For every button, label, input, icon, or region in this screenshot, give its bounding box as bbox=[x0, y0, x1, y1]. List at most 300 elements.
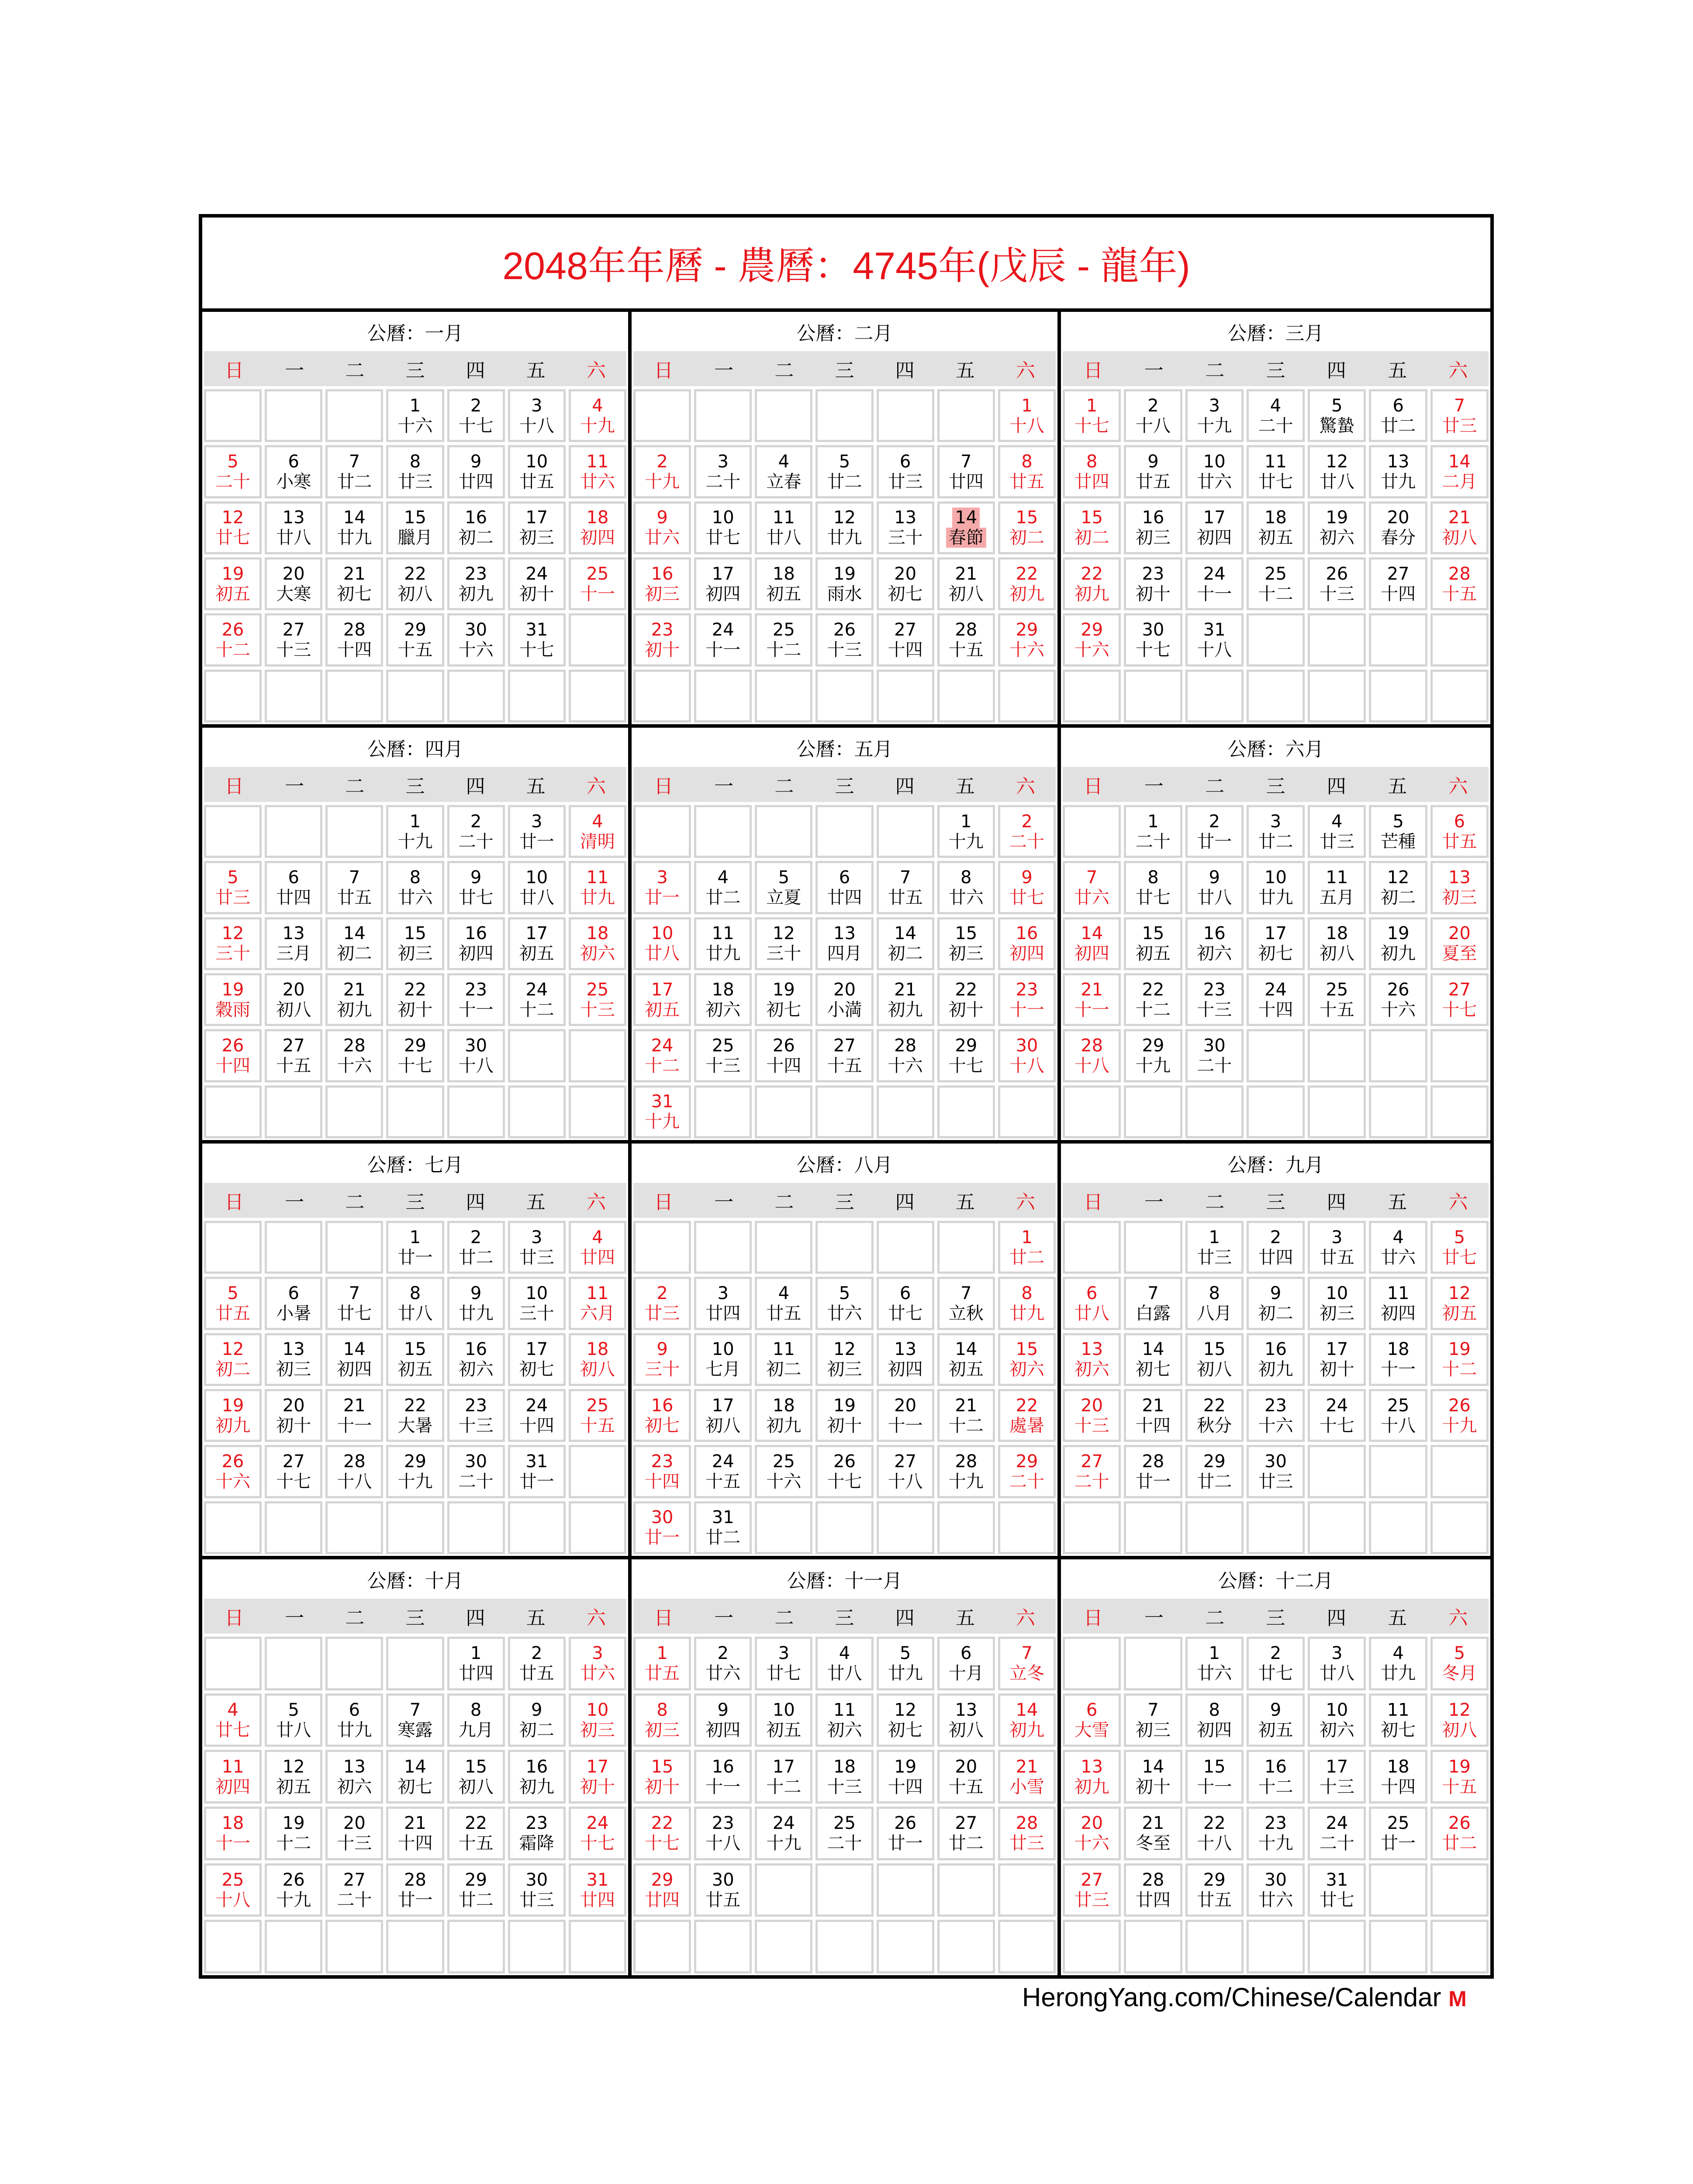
lunar-date: 初五 bbox=[1135, 943, 1171, 964]
empty-cell bbox=[1063, 670, 1121, 722]
weekday-label: 二 bbox=[1205, 359, 1225, 382]
lunar-date: 廿四 bbox=[705, 1303, 741, 1324]
month-block bbox=[202, 1559, 632, 1975]
day-cell bbox=[569, 973, 626, 1026]
day-number: 7 bbox=[1147, 1283, 1159, 1303]
empty-cell bbox=[1369, 1445, 1427, 1498]
day-number: 10 bbox=[1265, 867, 1287, 888]
empty-cell bbox=[447, 1501, 505, 1554]
day-cell bbox=[1185, 917, 1244, 970]
month-title: 公曆：六月 bbox=[1227, 738, 1324, 760]
month-title: 公曆：二月 bbox=[796, 322, 893, 345]
weekday-label: 二 bbox=[774, 1191, 794, 1213]
day-cell bbox=[633, 1445, 691, 1498]
day-cell bbox=[265, 445, 322, 498]
day-cell bbox=[508, 1389, 566, 1442]
empty-cell bbox=[877, 389, 934, 442]
day-cell bbox=[694, 1807, 752, 1860]
empty-cell bbox=[1063, 1085, 1121, 1138]
day-cell bbox=[1185, 501, 1244, 554]
day-cell bbox=[633, 1029, 691, 1082]
day-cell bbox=[998, 973, 1056, 1026]
day-cell bbox=[1430, 1333, 1489, 1386]
day-number: 4 bbox=[1270, 395, 1282, 416]
weekday-label: 四 bbox=[466, 775, 485, 798]
day-cell bbox=[325, 557, 383, 610]
day-number: 19 bbox=[221, 979, 244, 1000]
lunar-date: 十六 bbox=[337, 1055, 372, 1076]
day-number: 28 bbox=[343, 1035, 366, 1056]
footer-url[interactable] bbox=[1022, 1982, 1467, 2012]
days-grid bbox=[204, 802, 626, 1140]
lunar-date: 十八 bbox=[1381, 1415, 1416, 1436]
day-number: 28 bbox=[1448, 563, 1471, 584]
lunar-date: 廿四 bbox=[580, 1247, 615, 1268]
day-cell bbox=[1369, 501, 1427, 554]
day-number: 31 bbox=[525, 1451, 548, 1472]
day-cell bbox=[1185, 1445, 1244, 1498]
day-number: 22 bbox=[1016, 563, 1038, 584]
lunar-date: 初五 bbox=[215, 584, 251, 604]
day-number: 7 bbox=[1147, 1700, 1159, 1720]
day-number: 7 bbox=[349, 451, 360, 472]
day-cell bbox=[1063, 557, 1121, 610]
empty-cell bbox=[694, 670, 752, 722]
day-cell bbox=[1063, 501, 1121, 554]
lunar-date: 三月 bbox=[276, 943, 311, 964]
day-number: 17 bbox=[1265, 923, 1287, 944]
empty-cell bbox=[998, 1863, 1056, 1917]
day-number: 15 bbox=[1203, 1756, 1226, 1777]
day-cell bbox=[386, 1750, 444, 1804]
day-number: 21 bbox=[955, 563, 978, 584]
day-cell bbox=[1369, 1389, 1427, 1442]
empty-cell bbox=[633, 389, 691, 442]
day-number: 5 bbox=[227, 451, 238, 472]
empty-cell bbox=[694, 389, 752, 442]
day-cell bbox=[1124, 861, 1182, 914]
days-grid bbox=[633, 1634, 1056, 1975]
day-number: 20 bbox=[282, 563, 305, 584]
month-block bbox=[1061, 1144, 1490, 1559]
day-cell bbox=[633, 1750, 691, 1804]
day-cell bbox=[447, 1445, 505, 1498]
day-number: 10 bbox=[651, 923, 674, 944]
lunar-date: 初四 bbox=[1009, 943, 1044, 964]
day-cell bbox=[204, 1029, 262, 1082]
day-cell bbox=[998, 1221, 1056, 1274]
lunar-date: 廿四 bbox=[1135, 1890, 1171, 1910]
day-cell bbox=[508, 1693, 566, 1747]
day-number: 17 bbox=[525, 1339, 548, 1360]
day-number: 27 bbox=[833, 1035, 856, 1056]
lunar-date: 十三 bbox=[1197, 999, 1232, 1020]
lunar-date: 初八 bbox=[705, 1415, 741, 1436]
day-cell bbox=[204, 557, 262, 610]
day-cell bbox=[569, 1277, 626, 1330]
day-cell bbox=[998, 1389, 1056, 1442]
weekday-label: 六 bbox=[586, 775, 606, 798]
day-cell bbox=[755, 1637, 812, 1690]
empty-cell bbox=[937, 1221, 995, 1274]
lunar-date: 初八 bbox=[1197, 1359, 1232, 1380]
day-number: 25 bbox=[772, 1451, 795, 1472]
day-cell bbox=[998, 1807, 1056, 1860]
lunar-date: 初七 bbox=[1258, 943, 1293, 964]
day-number: 31 bbox=[712, 1507, 734, 1528]
day-number: 13 bbox=[1448, 867, 1471, 888]
weekday-label: 三 bbox=[1266, 775, 1285, 798]
day-number: 13 bbox=[282, 1339, 305, 1360]
day-number: 16 bbox=[465, 508, 487, 528]
lunar-date: 初三 bbox=[827, 1359, 862, 1380]
empty-cell bbox=[633, 670, 691, 722]
lunar-date: 初五 bbox=[948, 1359, 984, 1380]
day-cell bbox=[386, 389, 444, 442]
month-title: 公曆：九月 bbox=[1227, 1154, 1324, 1176]
empty-cell bbox=[755, 805, 812, 858]
day-cell bbox=[386, 1277, 444, 1330]
day-cell bbox=[633, 1637, 691, 1690]
empty-cell bbox=[204, 805, 262, 858]
lunar-date: 廿三 bbox=[645, 1303, 680, 1324]
empty-cell bbox=[1063, 1221, 1121, 1274]
lunar-date: 初九 bbox=[888, 999, 923, 1020]
day-number: 2 bbox=[717, 1643, 729, 1664]
day-number: 1 bbox=[1147, 811, 1159, 832]
calendar-frame bbox=[199, 214, 1494, 1979]
day-number: 31 bbox=[525, 619, 548, 640]
day-number: 15 bbox=[1016, 1339, 1038, 1360]
lunar-date: 初二 bbox=[1009, 528, 1044, 548]
days-grid bbox=[1063, 1634, 1489, 1975]
day-number: 30 bbox=[712, 1870, 734, 1890]
day-number: 29 bbox=[465, 1870, 487, 1890]
weekday-label: 一 bbox=[714, 775, 734, 798]
lunar-date: 廿一 bbox=[397, 1247, 433, 1268]
day-number: 11 bbox=[712, 923, 734, 944]
day-number: 2 bbox=[656, 451, 668, 472]
day-number: 14 bbox=[894, 923, 917, 944]
empty-cell bbox=[508, 1501, 566, 1554]
empty-cell bbox=[877, 1221, 934, 1274]
day-cell bbox=[755, 1750, 812, 1804]
day-cell bbox=[325, 1693, 383, 1747]
lunar-date: 十七 bbox=[948, 1055, 984, 1076]
empty-cell bbox=[265, 389, 322, 442]
day-number: 28 bbox=[1142, 1870, 1164, 1890]
weekday-label: 六 bbox=[586, 1191, 606, 1213]
empty-cell bbox=[937, 1085, 995, 1138]
empty-cell bbox=[265, 1920, 322, 1973]
day-cell bbox=[633, 861, 691, 914]
day-number: 5 bbox=[1454, 1643, 1465, 1664]
day-number: 14 bbox=[1016, 1700, 1038, 1720]
lunar-date: 廿六 bbox=[827, 1303, 862, 1324]
lunar-date: 十九 bbox=[766, 1833, 802, 1854]
empty-cell bbox=[1124, 1920, 1182, 1973]
day-cell bbox=[265, 973, 322, 1026]
weekday-label: 二 bbox=[1205, 1191, 1225, 1213]
lunar-date: 初九 bbox=[519, 1776, 554, 1797]
day-number: 17 bbox=[525, 923, 548, 944]
day-number: 21 bbox=[1142, 1813, 1164, 1834]
day-cell bbox=[1308, 501, 1366, 554]
day-cell bbox=[447, 1750, 505, 1804]
day-cell bbox=[1124, 1445, 1182, 1498]
empty-cell bbox=[755, 1085, 812, 1138]
day-number: 5 bbox=[899, 1643, 911, 1664]
day-number: 19 bbox=[221, 1395, 244, 1416]
lunar-date: 十五 bbox=[397, 639, 433, 660]
lunar-date: 廿七 bbox=[888, 1303, 923, 1324]
day-number: 2 bbox=[470, 395, 482, 416]
day-number: 23 bbox=[651, 1451, 674, 1472]
day-cell bbox=[1247, 973, 1305, 1026]
day-number: 23 bbox=[1016, 979, 1038, 1000]
lunar-date: 初九 bbox=[458, 584, 494, 604]
day-number: 6 bbox=[1392, 395, 1404, 416]
day-number: 17 bbox=[1326, 1339, 1348, 1360]
day-cell bbox=[325, 973, 383, 1026]
day-number: 16 bbox=[1265, 1756, 1287, 1777]
day-cell bbox=[1369, 1277, 1427, 1330]
lunar-date: 十七 bbox=[1442, 999, 1477, 1020]
lunar-date: 冬月 bbox=[1442, 1663, 1477, 1684]
day-number: 11 bbox=[1265, 451, 1287, 472]
lunar-date: 十九 bbox=[645, 1112, 680, 1132]
weekday-header bbox=[633, 767, 1056, 802]
day-number: 10 bbox=[712, 508, 734, 528]
day-cell bbox=[508, 557, 566, 610]
month-block bbox=[632, 1559, 1061, 1975]
day-number: 6 bbox=[1454, 811, 1465, 832]
lunar-date: 十四 bbox=[519, 1415, 554, 1436]
empty-cell bbox=[325, 805, 383, 858]
day-cell bbox=[1124, 1807, 1182, 1860]
weekday-label: 五 bbox=[1388, 775, 1407, 798]
day-number: 10 bbox=[772, 1700, 795, 1720]
day-number: 12 bbox=[1448, 1700, 1471, 1720]
day-cell bbox=[1185, 445, 1244, 498]
weekday-header bbox=[633, 351, 1056, 386]
day-number: 14 bbox=[1448, 451, 1471, 472]
lunar-date: 廿九 bbox=[1381, 1663, 1416, 1684]
day-cell bbox=[447, 389, 505, 442]
lunar-date: 廿五 bbox=[888, 887, 923, 908]
empty-cell bbox=[755, 670, 812, 722]
day-number: 18 bbox=[586, 1339, 609, 1360]
day-number: 30 bbox=[465, 1035, 487, 1056]
weekday-label: 日 bbox=[225, 1607, 244, 1629]
day-number: 5 bbox=[288, 1700, 299, 1720]
day-cell bbox=[755, 1277, 812, 1330]
day-number: 19 bbox=[221, 563, 244, 584]
day-cell bbox=[1369, 445, 1427, 498]
day-number: 8 bbox=[409, 451, 421, 472]
lunar-date: 十九 bbox=[1197, 415, 1232, 436]
lunar-date: 初三 bbox=[519, 528, 554, 548]
day-number: 15 bbox=[404, 508, 426, 528]
day-number: 24 bbox=[586, 1813, 609, 1834]
day-cell bbox=[1063, 445, 1121, 498]
day-cell bbox=[998, 613, 1056, 666]
lunar-date: 初九 bbox=[1074, 584, 1109, 604]
day-number: 16 bbox=[651, 563, 674, 584]
day-number: 16 bbox=[1203, 923, 1226, 944]
day-cell bbox=[569, 861, 626, 914]
lunar-date: 初四 bbox=[458, 943, 494, 964]
day-number: 7 bbox=[961, 1283, 972, 1303]
day-number: 22 bbox=[1081, 563, 1103, 584]
day-number: 22 bbox=[651, 1813, 674, 1834]
lunar-date: 廿六 bbox=[1074, 887, 1109, 908]
empty-cell bbox=[1430, 1501, 1489, 1554]
empty-cell bbox=[447, 1085, 505, 1138]
lunar-date: 初七 bbox=[888, 1720, 923, 1740]
day-cell bbox=[1308, 445, 1366, 498]
day-number: 29 bbox=[1016, 619, 1038, 640]
day-number: 4 bbox=[592, 395, 603, 416]
day-cell bbox=[633, 1501, 691, 1554]
day-cell bbox=[998, 1750, 1056, 1804]
empty-cell bbox=[815, 670, 873, 722]
day-cell bbox=[1430, 1750, 1489, 1804]
lunar-date: 廿七 bbox=[337, 1303, 372, 1324]
month-title: 公曆：八月 bbox=[796, 1154, 893, 1176]
day-number: 21 bbox=[404, 1813, 426, 1834]
lunar-date: 十一 bbox=[1074, 999, 1109, 1020]
day-number: 22 bbox=[1203, 1395, 1226, 1416]
day-number: 13 bbox=[1387, 451, 1410, 472]
day-number: 8 bbox=[656, 1700, 668, 1720]
day-number: 27 bbox=[282, 1451, 305, 1472]
day-number: 6 bbox=[288, 451, 299, 472]
empty-cell bbox=[1430, 1920, 1489, 1973]
day-cell bbox=[937, 1750, 995, 1804]
lunar-date: 廿六 bbox=[948, 887, 984, 908]
day-number: 20 bbox=[833, 979, 856, 1000]
day-cell bbox=[447, 917, 505, 970]
day-cell bbox=[1247, 1637, 1305, 1690]
lunar-date: 初十 bbox=[645, 1776, 680, 1797]
lunar-date: 廿七 bbox=[458, 887, 494, 908]
day-cell bbox=[265, 1029, 322, 1082]
day-number: 21 bbox=[894, 979, 917, 1000]
empty-cell bbox=[815, 1085, 873, 1138]
day-number: 21 bbox=[343, 563, 366, 584]
day-cell bbox=[815, 861, 873, 914]
day-cell bbox=[386, 973, 444, 1026]
day-cell bbox=[877, 1445, 934, 1498]
day-cell bbox=[1247, 389, 1305, 442]
day-cell bbox=[1247, 557, 1305, 610]
empty-cell bbox=[694, 1221, 752, 1274]
day-cell bbox=[325, 1750, 383, 1804]
lunar-date: 十八 bbox=[1135, 415, 1171, 436]
empty-cell bbox=[325, 670, 383, 722]
day-cell bbox=[386, 557, 444, 610]
day-number: 16 bbox=[525, 1756, 548, 1777]
day-number: 3 bbox=[592, 1643, 603, 1664]
day-cell bbox=[694, 917, 752, 970]
empty-cell bbox=[1308, 613, 1366, 666]
day-cell bbox=[1247, 1221, 1305, 1274]
day-number: 7 bbox=[1021, 1643, 1033, 1664]
day-number: 11 bbox=[772, 508, 795, 528]
day-cell bbox=[1063, 1750, 1121, 1804]
day-number: 26 bbox=[1448, 1395, 1471, 1416]
day-cell bbox=[755, 613, 812, 666]
empty-cell bbox=[1124, 1637, 1182, 1690]
day-cell bbox=[325, 1029, 383, 1082]
day-cell bbox=[1247, 1807, 1305, 1860]
empty-cell bbox=[1124, 670, 1182, 722]
day-number: 5 bbox=[1392, 811, 1404, 832]
day-number: 28 bbox=[1142, 1451, 1164, 1472]
day-number: 4 bbox=[839, 1643, 850, 1664]
lunar-date: 霜降 bbox=[519, 1833, 554, 1854]
day-cell bbox=[1308, 973, 1366, 1026]
day-number: 26 bbox=[772, 1035, 795, 1056]
lunar-date: 十三 bbox=[1074, 1415, 1109, 1436]
weekday-label: 五 bbox=[955, 775, 975, 798]
lunar-date: 初四 bbox=[1197, 528, 1232, 548]
day-cell bbox=[694, 501, 752, 554]
day-cell bbox=[998, 1445, 1056, 1498]
day-number: 5 bbox=[1454, 1227, 1465, 1248]
day-number: 22 bbox=[404, 1395, 426, 1416]
day-number: 20 bbox=[1081, 1813, 1103, 1834]
day-cell bbox=[1430, 1637, 1489, 1690]
lunar-date: 初十 bbox=[580, 1776, 615, 1797]
day-cell bbox=[937, 1277, 995, 1330]
day-number: 13 bbox=[894, 1339, 917, 1360]
empty-cell bbox=[1430, 1863, 1489, 1917]
lunar-date: 廿二 bbox=[948, 1833, 984, 1854]
day-cell bbox=[1308, 917, 1366, 970]
month-block bbox=[632, 728, 1061, 1144]
lunar-date: 初七 bbox=[888, 584, 923, 604]
day-number: 24 bbox=[1326, 1813, 1348, 1834]
lunar-date: 大寒 bbox=[276, 584, 311, 604]
empty-cell bbox=[633, 805, 691, 858]
day-number: 8 bbox=[961, 867, 972, 888]
lunar-date: 白露 bbox=[1135, 1303, 1171, 1324]
lunar-date: 初六 bbox=[1074, 1359, 1109, 1380]
empty-cell bbox=[508, 670, 566, 722]
lunar-date: 廿八 bbox=[1319, 1663, 1354, 1684]
day-cell bbox=[998, 1637, 1056, 1690]
day-number: 3 bbox=[1209, 395, 1220, 416]
empty-cell bbox=[265, 1637, 322, 1690]
lunar-date: 冬至 bbox=[1135, 1833, 1171, 1854]
day-cell bbox=[633, 1333, 691, 1386]
empty-cell bbox=[694, 1920, 752, 1973]
empty-cell bbox=[325, 1085, 383, 1138]
day-cell bbox=[1063, 973, 1121, 1026]
day-cell bbox=[1124, 1750, 1182, 1804]
day-number: 10 bbox=[1326, 1700, 1348, 1720]
day-cell bbox=[1308, 1221, 1366, 1274]
day-cell bbox=[265, 1863, 322, 1917]
lunar-date: 十三 bbox=[827, 1776, 862, 1797]
lunar-date: 初三 bbox=[645, 584, 680, 604]
weekday-label: 一 bbox=[714, 359, 734, 382]
lunar-date: 初二 bbox=[215, 1359, 251, 1380]
lunar-date: 廿二 bbox=[1381, 415, 1416, 436]
day-number: 27 bbox=[1081, 1870, 1103, 1890]
